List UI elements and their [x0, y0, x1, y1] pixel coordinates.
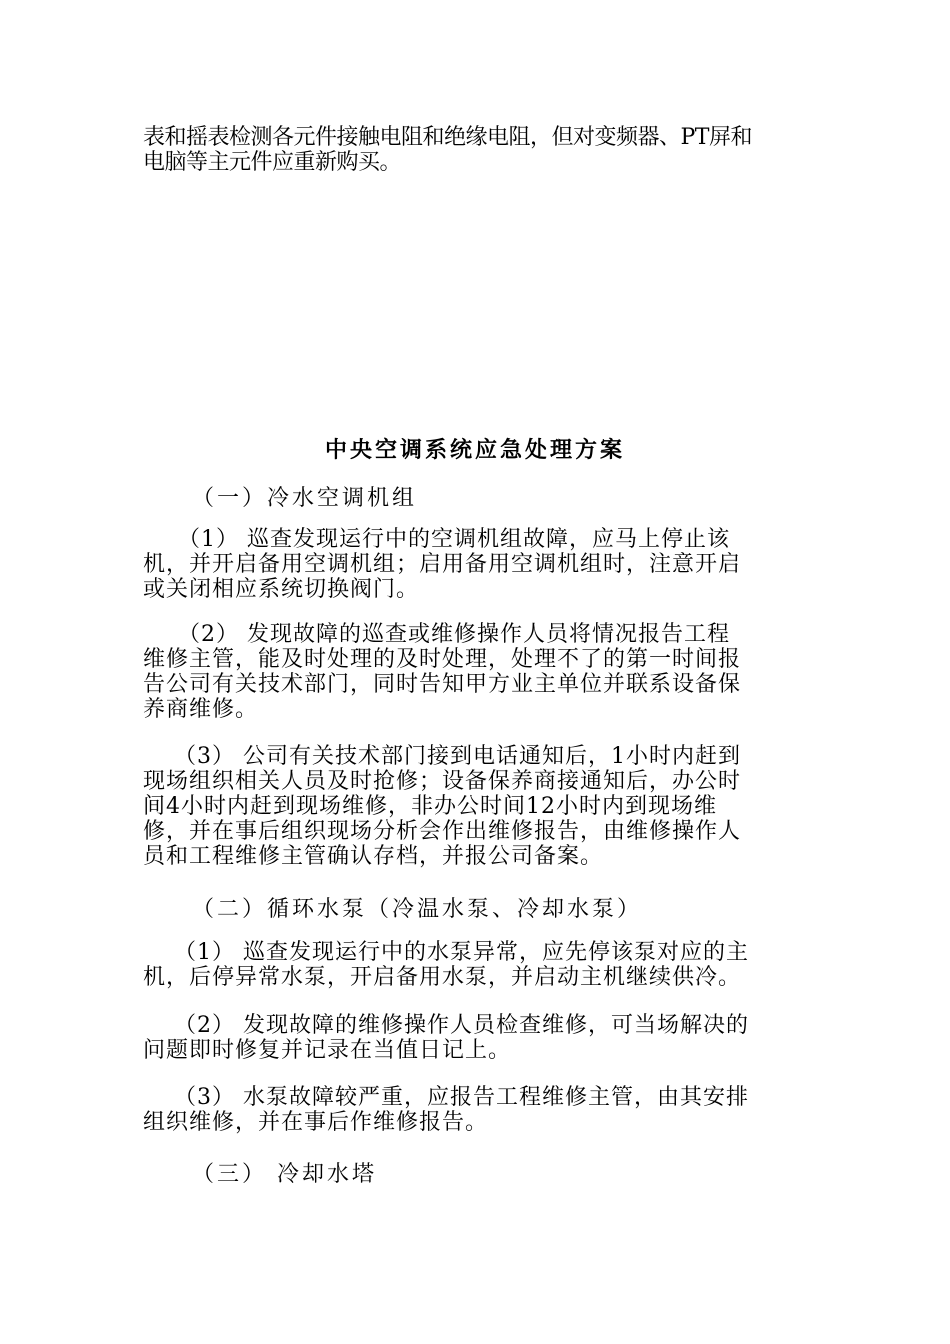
text-line: （1） 巡查发现运行中的空调机组故障，应马上停止该	[143, 527, 730, 552]
paragraph-2-1	[143, 940, 823, 990]
text-line: 养商维修。	[143, 697, 259, 722]
text-line: （2） 发现故障的巡查或维修操作人员将情况报告工程	[143, 622, 730, 647]
text-line: 修，并在事后组织现场分析会作出维修报告，由维修操作人	[143, 819, 742, 844]
paragraph-1-2	[143, 622, 823, 722]
section-heading-3: （三） 冷却水塔	[192, 1162, 377, 1187]
text-line: 表和摇表检测各元件接触电阻和绝缘电阻，但对变频器、PT屏和	[143, 125, 752, 150]
paragraph-1-1	[143, 527, 823, 602]
text-line: 员和工程维修主管确认存档，并报公司备案。	[143, 844, 604, 869]
section-heading-2: （二）循环水泵（冷温水泵、冷却水泵）	[192, 897, 643, 922]
text-line: 机，并开启备用空调机组；启用备用空调机组时，注意开启	[143, 552, 742, 577]
text-line: 或关闭相应系统切换阀门。	[143, 577, 420, 602]
text-line: 机，后停异常水泵，开启备用水泵，并启动主机继续供冷。	[143, 965, 742, 990]
paragraph-2-2	[143, 1013, 823, 1063]
text-line: 组织维修，并在事后作维修报告。	[143, 1110, 489, 1135]
document-title: 中央空调系统应急处理方案	[324, 437, 625, 463]
section-heading-1: （一）冷水空调机组	[192, 486, 418, 511]
intro-paragraph	[143, 125, 823, 175]
text-line: 维修主管，能及时处理的及时处理，处理不了的第一时间报	[143, 647, 742, 672]
text-line: 问题即时修复并记录在当值日记上。	[143, 1038, 512, 1063]
text-line: （2） 发现故障的维修操作人员检查维修，可当场解决的	[143, 1013, 749, 1038]
text-line: （3） 水泵故障较严重，应报告工程维修主管，由其安排	[143, 1085, 749, 1110]
paragraph-1-3	[143, 744, 823, 869]
text-line: 现场组织相关人员及时抢修；设备保养商接通知后，办公时	[143, 769, 742, 794]
text-line: 告公司有关技术部门，同时告知甲方业主单位并联系设备保	[143, 672, 742, 697]
text-line: （3） 公司有关技术部门接到电话通知后，1小时内赶到	[143, 744, 741, 769]
text-line: 间4小时内赶到现场维修，非办公时间12小时内到现场维	[143, 794, 717, 819]
text-line: （1） 巡查发现运行中的水泵异常，应先停该泵对应的主	[143, 940, 749, 965]
text-line: 电脑等主元件应重新购买。	[143, 150, 402, 175]
paragraph-2-3	[143, 1085, 823, 1135]
